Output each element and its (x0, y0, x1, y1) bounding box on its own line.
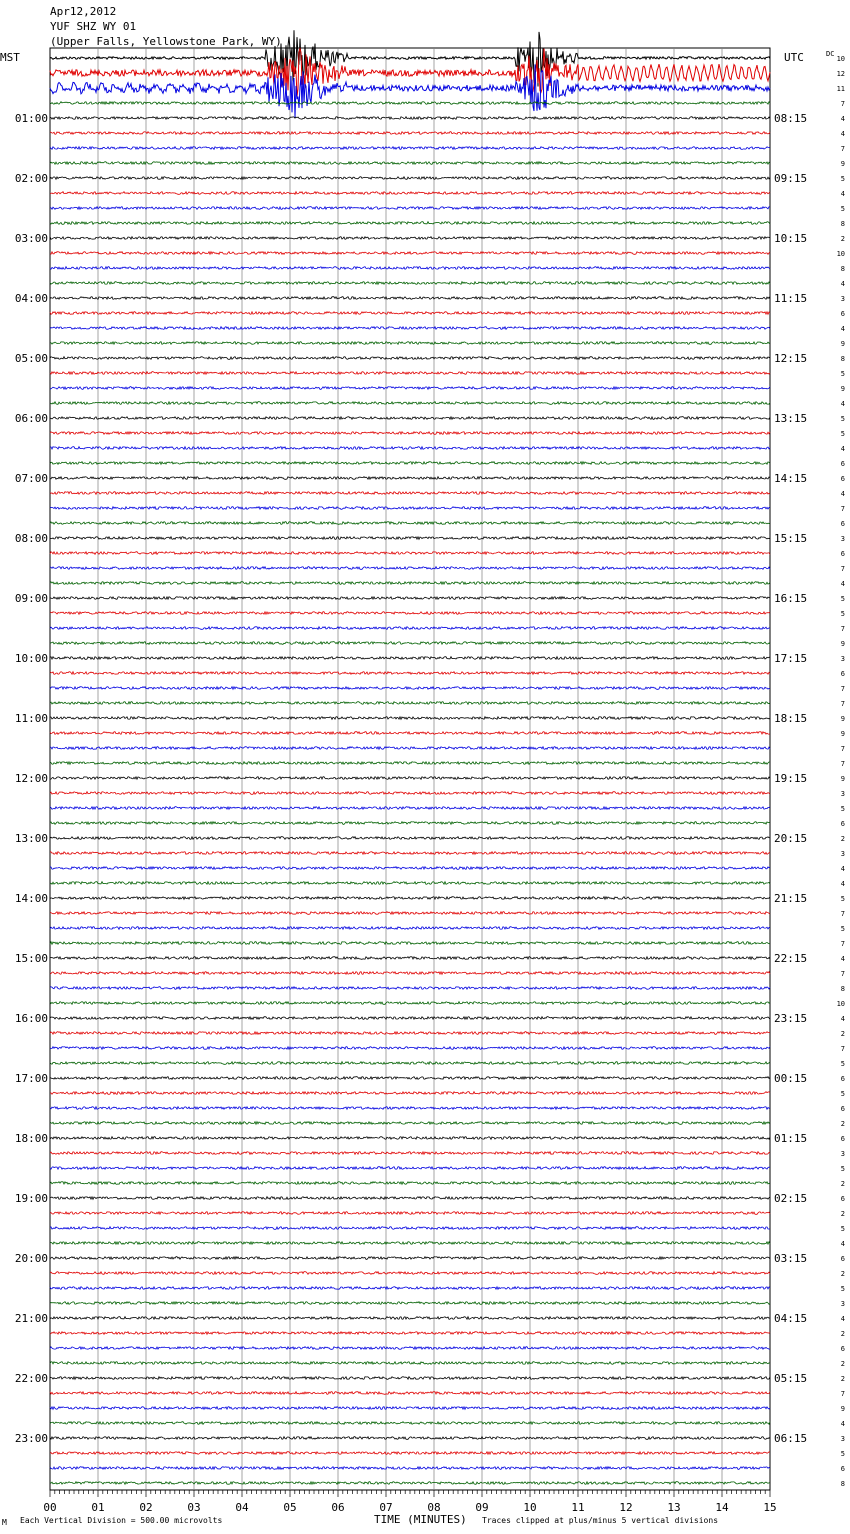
trace-line (50, 912, 770, 915)
trace-line (50, 1482, 770, 1485)
clip-note: Traces clipped at plus/minus 5 vertical divisions (482, 1516, 719, 1525)
dc-offset-value: 4 (840, 130, 845, 138)
trace-line (50, 612, 770, 615)
utc-label: 16:15 (774, 592, 808, 605)
trace-line (50, 762, 770, 765)
trace-line (50, 1407, 770, 1410)
trace-line (50, 822, 770, 825)
trace-line (50, 297, 770, 300)
utc-label: 08:15 (774, 112, 808, 125)
trace-line (50, 1047, 770, 1050)
trace-line (50, 1032, 770, 1035)
trace-line (50, 987, 770, 990)
utc-hour-labels (774, 112, 807, 1445)
mst-label: 08:00 (14, 532, 48, 545)
trace-line (50, 492, 770, 495)
x-tick-label: 09 (475, 1501, 489, 1514)
vertical-division-note: Each Vertical Division = 500.00 microvolts (20, 1516, 223, 1525)
dc-offset-value: 10 (836, 250, 845, 258)
dc-offset-value: 6 (840, 1255, 845, 1263)
mst-label: 12:00 (14, 772, 48, 785)
mst-label: 11:00 (14, 712, 48, 725)
trace-line (50, 642, 770, 645)
seismic-traces (50, 30, 770, 1484)
utc-label: 05:15 (774, 1372, 808, 1385)
x-tick-label: 07 (379, 1501, 393, 1514)
dc-offset-value: 5 (840, 1165, 845, 1173)
x-tick-label: 13 (667, 1501, 681, 1514)
dc-offset-value: 7 (840, 565, 845, 573)
utc-label: 01:15 (774, 1132, 808, 1145)
dc-offset-value: 2 (840, 835, 845, 843)
dc-offset-value: 11 (836, 85, 845, 93)
dc-offset-value: 5 (840, 805, 845, 813)
mst-label: 13:00 (14, 832, 48, 845)
trace-line (50, 672, 770, 675)
dc-offset-value: 2 (840, 1180, 845, 1188)
trace-line (50, 1242, 770, 1245)
trace-line (50, 207, 770, 210)
trace-line (50, 387, 770, 390)
mst-label: 01:00 (14, 112, 48, 125)
dc-offset-value: 6 (840, 550, 845, 558)
mst-label: 09:00 (14, 592, 48, 605)
trace-line (50, 867, 770, 870)
trace-line (50, 162, 770, 165)
dc-offset-value: 4 (840, 400, 845, 408)
mst-label: 23:00 (14, 1432, 48, 1445)
trace-line (50, 1452, 770, 1455)
dc-offset-value: 8 (840, 1480, 845, 1488)
dc-offset-value: 7 (840, 1390, 845, 1398)
trace-line (50, 627, 770, 630)
dc-offset-value: 9 (840, 160, 845, 168)
x-tick-label: 06 (331, 1501, 345, 1514)
trace-line (50, 1362, 770, 1365)
trace-line (50, 342, 770, 345)
dc-offset-value: 4 (840, 1240, 845, 1248)
utc-label: 21:15 (774, 892, 808, 905)
dc-offset-value: 4 (840, 445, 845, 453)
dc-offset-value: 4 (840, 115, 845, 123)
dc-offset-value: 6 (840, 475, 845, 483)
mst-label: 17:00 (14, 1072, 48, 1085)
dc-offset-value: 6 (840, 310, 845, 318)
trace-line (50, 942, 770, 945)
dc-offset-value: 5 (840, 205, 845, 213)
dc-offset-value: 10 (836, 1000, 845, 1008)
mst-label: 04:00 (14, 292, 48, 305)
trace-line (50, 957, 770, 960)
utc-label: 03:15 (774, 1252, 808, 1265)
dc-offset-value: 7 (840, 145, 845, 153)
dc-offset-value: 8 (840, 355, 845, 363)
dc-offset-value: 6 (840, 1465, 845, 1473)
dc-offset-value: 7 (840, 685, 845, 693)
mst-label: 02:00 (14, 172, 48, 185)
trace-line (50, 507, 770, 510)
dc-offset-value: 7 (840, 625, 845, 633)
mst-label: 07:00 (14, 472, 48, 485)
utc-label: 19:15 (774, 772, 808, 785)
trace-line (50, 447, 770, 450)
trace-line (50, 1122, 770, 1125)
trace-line (50, 1272, 770, 1275)
dc-offset-value: 3 (840, 1435, 845, 1443)
trace-line (50, 1317, 770, 1320)
trace-line (50, 1467, 770, 1470)
trace-line (50, 267, 770, 270)
trace-line (50, 327, 770, 330)
footer-mark: M (2, 1518, 7, 1527)
utc-label: 14:15 (774, 472, 808, 485)
utc-label: 13:15 (774, 412, 808, 425)
trace-line (50, 1167, 770, 1170)
dc-offset-value: 4 (840, 190, 845, 198)
dc-offset-value: 3 (840, 850, 845, 858)
dc-offset-value: 9 (840, 1405, 845, 1413)
dc-offset-value: 7 (840, 100, 845, 108)
dc-offset-value: 9 (840, 715, 845, 723)
trace-line (50, 252, 770, 255)
dc-offset-value: 12 (836, 70, 845, 78)
dc-offset-value: 4 (840, 325, 845, 333)
trace-line (50, 552, 770, 555)
utc-label: 12:15 (774, 352, 808, 365)
trace-line (50, 282, 770, 285)
dc-offset-labels (837, 55, 845, 1488)
dc-offset-value: 6 (840, 1075, 845, 1083)
station-location: (Upper Falls, Yellowstone Park, WY) (50, 35, 282, 48)
right-axis-title: UTC (784, 51, 804, 64)
dc-offset-value: 2 (840, 1270, 845, 1278)
dc-offset-value: 6 (840, 1105, 845, 1113)
utc-label: 15:15 (774, 532, 808, 545)
dc-offset-value: 6 (840, 1195, 845, 1203)
trace-line (50, 792, 770, 795)
x-tick-label: 08 (427, 1501, 441, 1514)
dc-offset-value: 9 (840, 640, 845, 648)
trace-line (50, 1257, 770, 1260)
trace-line (50, 837, 770, 840)
dc-offset-value: 7 (840, 1045, 845, 1053)
mst-label: 22:00 (14, 1372, 48, 1385)
dc-offset-value: 8 (840, 985, 845, 993)
time-axis (43, 1490, 776, 1514)
x-tick-label: 10 (523, 1501, 537, 1514)
trace-line (50, 807, 770, 810)
trace-line (50, 702, 770, 705)
dc-offset-value: 5 (840, 1090, 845, 1098)
trace-line (50, 222, 770, 225)
dc-offset-value: 3 (840, 655, 845, 663)
trace-line (50, 64, 770, 117)
dc-offset-value: 5 (840, 925, 845, 933)
trace-line (50, 927, 770, 930)
mst-hour-labels (15, 112, 48, 1445)
trace-line (50, 567, 770, 570)
time-axis-title: TIME (MINUTES) (374, 1513, 467, 1526)
trace-line (50, 372, 770, 375)
dc-offset-value: 7 (840, 760, 845, 768)
utc-label: 22:15 (774, 952, 808, 965)
dc-offset-value: 5 (840, 1450, 845, 1458)
trace-line (50, 1377, 770, 1380)
dc-offset-value: 5 (840, 1060, 845, 1068)
trace-line (50, 132, 770, 135)
dc-offset-value: 2 (840, 1030, 845, 1038)
trace-line (50, 1347, 770, 1350)
trace-line (50, 1182, 770, 1185)
mst-label: 19:00 (14, 1192, 48, 1205)
trace-line (50, 1302, 770, 1305)
mst-label: 10:00 (14, 652, 48, 665)
dc-offset-value: 2 (840, 235, 845, 243)
dc-offset-value: 9 (840, 340, 845, 348)
x-tick-label: 00 (43, 1501, 57, 1514)
dc-offset-value: 2 (840, 1375, 845, 1383)
trace-line (50, 117, 770, 120)
dc-label: DC (826, 50, 835, 58)
trace-line (50, 432, 770, 435)
dc-offset-value: 4 (840, 280, 845, 288)
trace-line (50, 402, 770, 405)
dc-offset-value: 4 (840, 1315, 845, 1323)
utc-label: 23:15 (774, 1012, 808, 1025)
trace-line (50, 537, 770, 540)
dc-offset-value: 5 (840, 430, 845, 438)
trace-line (50, 1287, 770, 1290)
x-tick-label: 01 (91, 1501, 105, 1514)
trace-line (50, 102, 770, 105)
mst-label: 05:00 (14, 352, 48, 365)
trace-line (50, 1077, 770, 1080)
utc-label: 20:15 (774, 832, 808, 845)
utc-label: 00:15 (774, 1072, 808, 1085)
trace-line (50, 897, 770, 900)
x-tick-label: 12 (619, 1501, 633, 1514)
trace-line (50, 882, 770, 885)
dc-offset-value: 6 (840, 520, 845, 528)
trace-line (50, 687, 770, 690)
trace-line (50, 732, 770, 735)
x-tick-label: 02 (139, 1501, 153, 1514)
x-tick-label: 11 (571, 1501, 585, 1514)
dc-offset-value: 2 (840, 1120, 845, 1128)
trace-line (50, 1137, 770, 1140)
dc-offset-value: 5 (840, 1285, 845, 1293)
trace-line (50, 747, 770, 750)
trace-line (50, 417, 770, 420)
trace-line (50, 1152, 770, 1155)
dc-offset-value: 2 (840, 1210, 845, 1218)
trace-line (50, 49, 770, 97)
trace-line (50, 1002, 770, 1005)
dc-offset-value: 5 (840, 175, 845, 183)
trace-line (50, 717, 770, 720)
trace-line (50, 1197, 770, 1200)
trace-line (50, 972, 770, 975)
dc-offset-value: 8 (840, 265, 845, 273)
dc-offset-value: 7 (840, 505, 845, 513)
utc-label: 06:15 (774, 1432, 808, 1445)
dc-offset-value: 4 (840, 490, 845, 498)
dc-offset-value: 5 (840, 415, 845, 423)
trace-line (50, 1437, 770, 1440)
trace-line (50, 522, 770, 525)
mst-label: 14:00 (14, 892, 48, 905)
utc-label: 02:15 (774, 1192, 808, 1205)
utc-label: 10:15 (774, 232, 808, 245)
dc-offset-value: 6 (840, 820, 845, 828)
dc-offset-value: 7 (840, 700, 845, 708)
dc-offset-value: 3 (840, 295, 845, 303)
trace-line (50, 357, 770, 360)
x-tick-label: 03 (187, 1501, 201, 1514)
trace-line (50, 1392, 770, 1395)
utc-label: 09:15 (774, 172, 808, 185)
dc-offset-value: 4 (840, 880, 845, 888)
dc-offset-value: 4 (840, 1420, 845, 1428)
utc-label: 11:15 (774, 292, 808, 305)
dc-offset-value: 3 (840, 790, 845, 798)
x-tick-label: 14 (715, 1501, 729, 1514)
trace-line (50, 1227, 770, 1230)
trace-line (50, 147, 770, 150)
trace-line (50, 852, 770, 855)
dc-offset-value: 5 (840, 610, 845, 618)
dc-offset-value: 4 (840, 580, 845, 588)
dc-offset-value: 3 (840, 1300, 845, 1308)
dc-offset-value: 6 (840, 670, 845, 678)
trace-line (50, 1212, 770, 1215)
dc-offset-value: 9 (840, 775, 845, 783)
x-tick-label: 15 (763, 1501, 777, 1514)
trace-line (50, 192, 770, 195)
trace-line (50, 597, 770, 600)
mst-label: 03:00 (14, 232, 48, 245)
trace-line (50, 1062, 770, 1065)
utc-label: 04:15 (774, 1312, 808, 1325)
mst-label: 21:00 (14, 1312, 48, 1325)
dc-offset-value: 7 (840, 745, 845, 753)
trace-line (50, 1422, 770, 1425)
dc-offset-value: 3 (840, 535, 845, 543)
dc-offset-value: 7 (840, 910, 845, 918)
dc-offset-value: 3 (840, 1150, 845, 1158)
dc-offset-value: 4 (840, 955, 845, 963)
mst-label: 16:00 (14, 1012, 48, 1025)
dc-offset-value: 9 (840, 385, 845, 393)
dc-offset-value: 4 (840, 1015, 845, 1023)
dc-offset-value: 7 (840, 940, 845, 948)
trace-line (50, 657, 770, 660)
dc-offset-value: 5 (840, 1225, 845, 1233)
dc-offset-value: 6 (840, 460, 845, 468)
dc-offset-value: 8 (840, 220, 845, 228)
trace-line (50, 1092, 770, 1095)
left-axis-title: MST (0, 51, 20, 64)
mst-label: 18:00 (14, 1132, 48, 1145)
trace-line (50, 582, 770, 585)
x-tick-label: 04 (235, 1501, 249, 1514)
x-tick-label: 05 (283, 1501, 297, 1514)
dc-offset-value: 2 (840, 1360, 845, 1368)
trace-line (50, 477, 770, 480)
dc-offset-value: 10 (836, 55, 845, 63)
dc-offset-value: 9 (840, 730, 845, 738)
utc-label: 17:15 (774, 652, 808, 665)
trace-line (50, 177, 770, 180)
record-date: Apr12,2012 (50, 5, 117, 18)
mst-label: 15:00 (14, 952, 48, 965)
trace-line (50, 312, 770, 315)
dc-offset-value: 4 (840, 865, 845, 873)
dc-offset-value: 6 (840, 1345, 845, 1353)
trace-line (50, 462, 770, 465)
dc-offset-value: 5 (840, 370, 845, 378)
dc-offset-value: 5 (840, 895, 845, 903)
dc-offset-value: 7 (840, 970, 845, 978)
dc-offset-value: 5 (840, 595, 845, 603)
mst-label: 06:00 (14, 412, 48, 425)
dc-offset-value: 6 (840, 1135, 845, 1143)
mst-label: 20:00 (14, 1252, 48, 1265)
dc-offset-value: 2 (840, 1330, 845, 1338)
trace-line (50, 237, 770, 240)
trace-line (50, 1017, 770, 1020)
trace-line (50, 1332, 770, 1335)
trace-line (50, 1107, 770, 1110)
utc-label: 18:15 (774, 712, 808, 725)
station-code: YUF SHZ WY 01 (50, 20, 137, 33)
trace-line (50, 777, 770, 780)
